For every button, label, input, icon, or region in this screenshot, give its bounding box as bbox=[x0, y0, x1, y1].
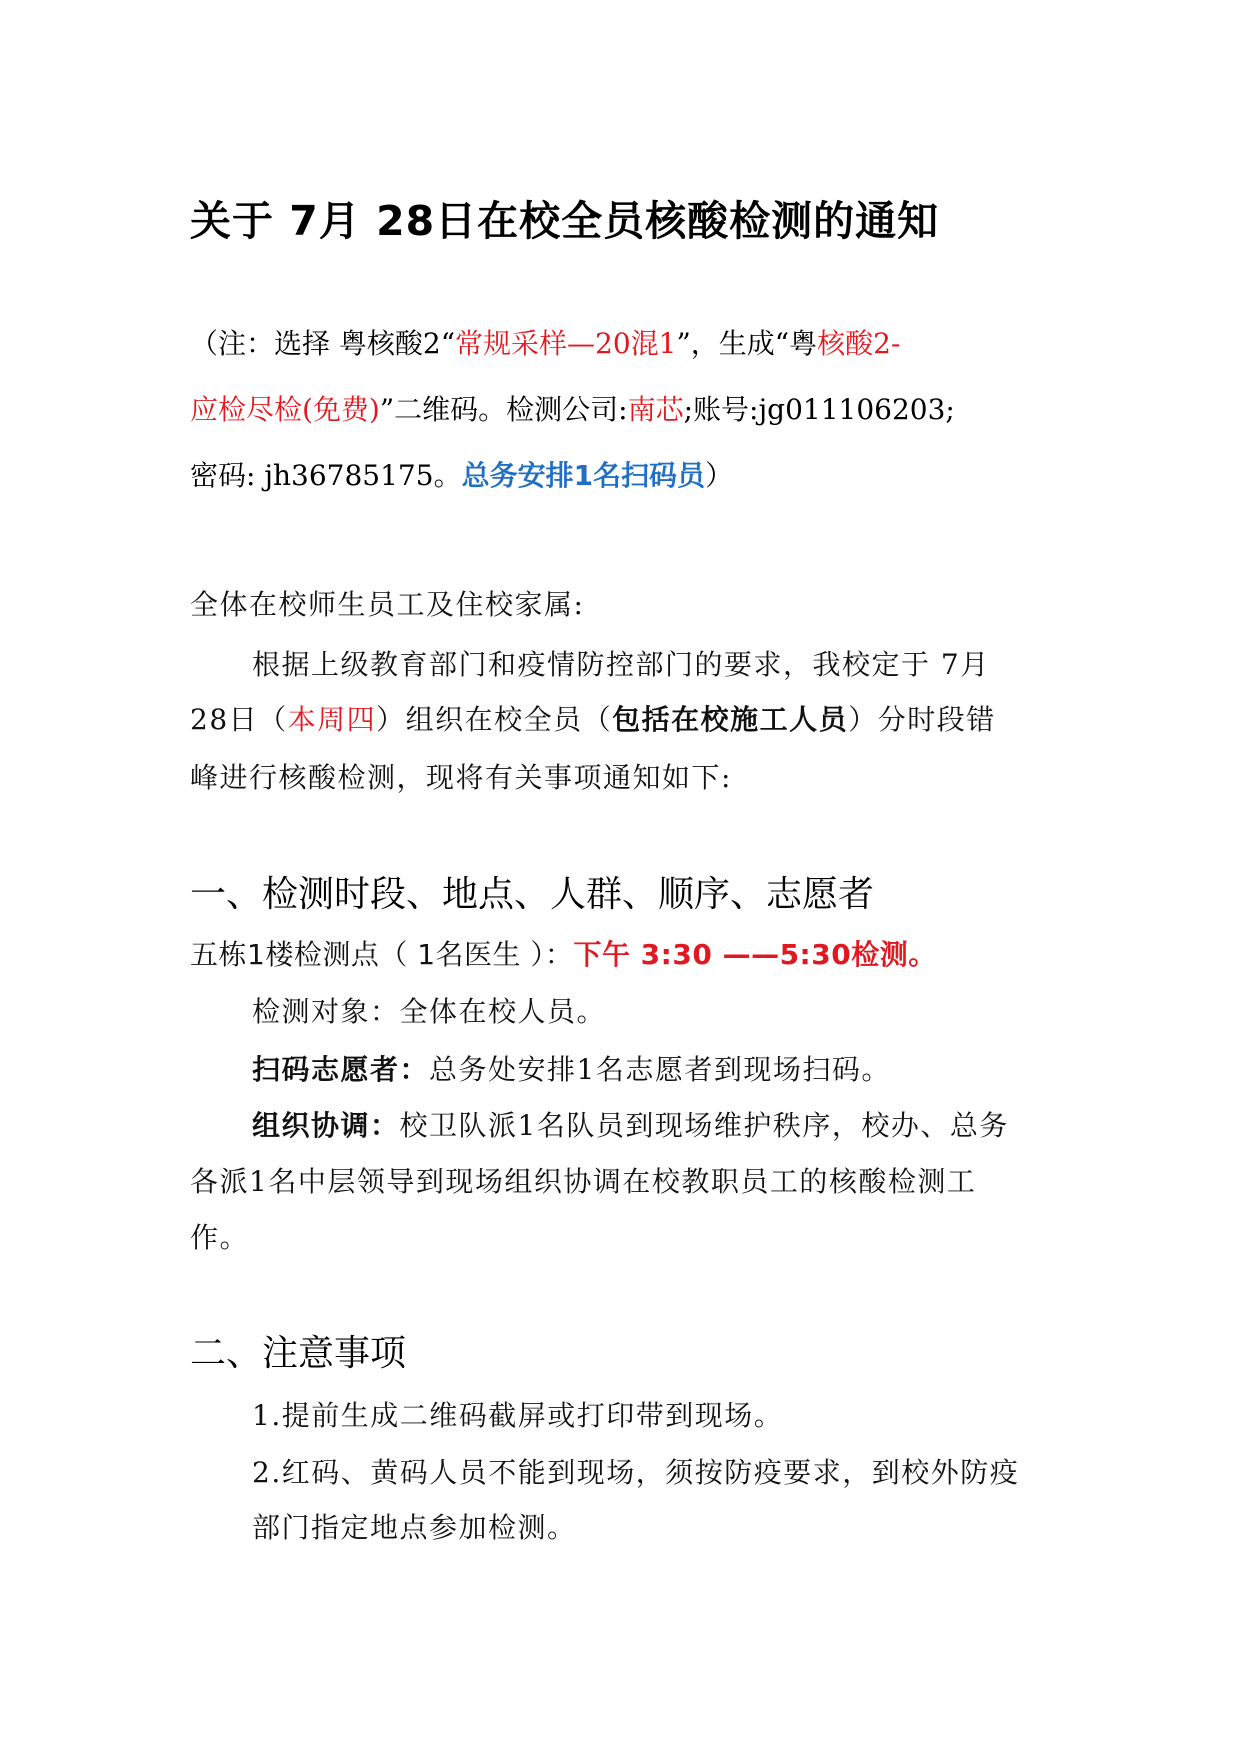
note-line-3 bbox=[190, 454, 733, 494]
note-highlight-blue: 总务安排1名扫码员 bbox=[461, 459, 706, 492]
note-line-2 bbox=[190, 388, 955, 428]
intro-bold: 包括在校施工人员 bbox=[612, 703, 849, 736]
document-title: 关于 7月 28日在校全员核酸检测的通知 bbox=[190, 197, 940, 245]
note-highlight: 常规采样—20混1 bbox=[455, 327, 677, 360]
note-text: ;账号:jg011106203; bbox=[683, 393, 955, 426]
note-highlight: 应检尽检(免费) bbox=[190, 393, 380, 426]
coord-line-2: 各派1名中层领导到现场组织协调在校教职员工的核酸检测工 bbox=[190, 1165, 977, 1198]
location-line bbox=[190, 933, 937, 973]
intro-line-1: 根据上级教育部门和疫情防控部门的要求，我校定于 7月 bbox=[252, 648, 990, 681]
salutation: 全体在校师生员工及住校家属: bbox=[190, 588, 585, 621]
note-highlight: 南芯 bbox=[627, 393, 684, 426]
intro-line-2 bbox=[190, 698, 996, 738]
location-text: 五栋1楼检测点（ 1名医生 ）： bbox=[190, 938, 574, 971]
target-value: 全体在校人员。 bbox=[399, 995, 607, 1028]
intro-highlight: 本周四 bbox=[287, 703, 377, 736]
notice-item-2-line-2: 部门指定地点参加检测。 bbox=[252, 1511, 577, 1544]
section-2-heading: 二、注意事项 bbox=[190, 1333, 407, 1374]
intro-text: 28日（ bbox=[190, 703, 288, 736]
volunteer-value: 总务处安排1名志愿者到现场扫码。 bbox=[429, 1053, 891, 1086]
note-text: ”，生成“粤 bbox=[676, 327, 818, 360]
note-text: （注：选择 粤核酸2“ bbox=[190, 327, 456, 360]
volunteer-line bbox=[252, 1048, 891, 1088]
section-1-heading: 一、检测时段、地点、人群、顺序、志愿者 bbox=[190, 874, 875, 915]
note-line-1 bbox=[190, 322, 900, 362]
intro-text: ）组织在校全员（ bbox=[376, 703, 613, 736]
coord-line-1 bbox=[252, 1104, 1009, 1144]
coord-label: 组织协调： bbox=[252, 1109, 400, 1142]
note-highlight: 核酸2- bbox=[817, 327, 901, 360]
intro-line-3: 峰进行核酸检测，现将有关事项通知如下: bbox=[190, 761, 732, 794]
note-text: ”二维码。检测公司: bbox=[379, 393, 628, 426]
notice-item-1: 1.提前生成二维码截屏或打印带到现场。 bbox=[252, 1399, 784, 1432]
time-highlight: 下午 3:30 ——5:30检测。 bbox=[573, 938, 937, 971]
target-label: 检测对象： bbox=[252, 995, 400, 1028]
notice-item-2-line-1: 2.红码、黄码人员不能到现场，须按防疫要求，到校外防疫 bbox=[252, 1456, 1020, 1489]
target-line bbox=[252, 990, 606, 1030]
note-text: 密码: jh36785175。 bbox=[190, 459, 462, 492]
volunteer-label: 扫码志愿者： bbox=[252, 1053, 430, 1086]
intro-text: ）分时段错 bbox=[848, 703, 996, 736]
note-text: ） bbox=[705, 459, 734, 492]
coord-line-3: 作。 bbox=[190, 1221, 250, 1254]
coord-value: 校卫队派1名队员到现场维护秩序，校办、总务 bbox=[399, 1109, 1009, 1142]
